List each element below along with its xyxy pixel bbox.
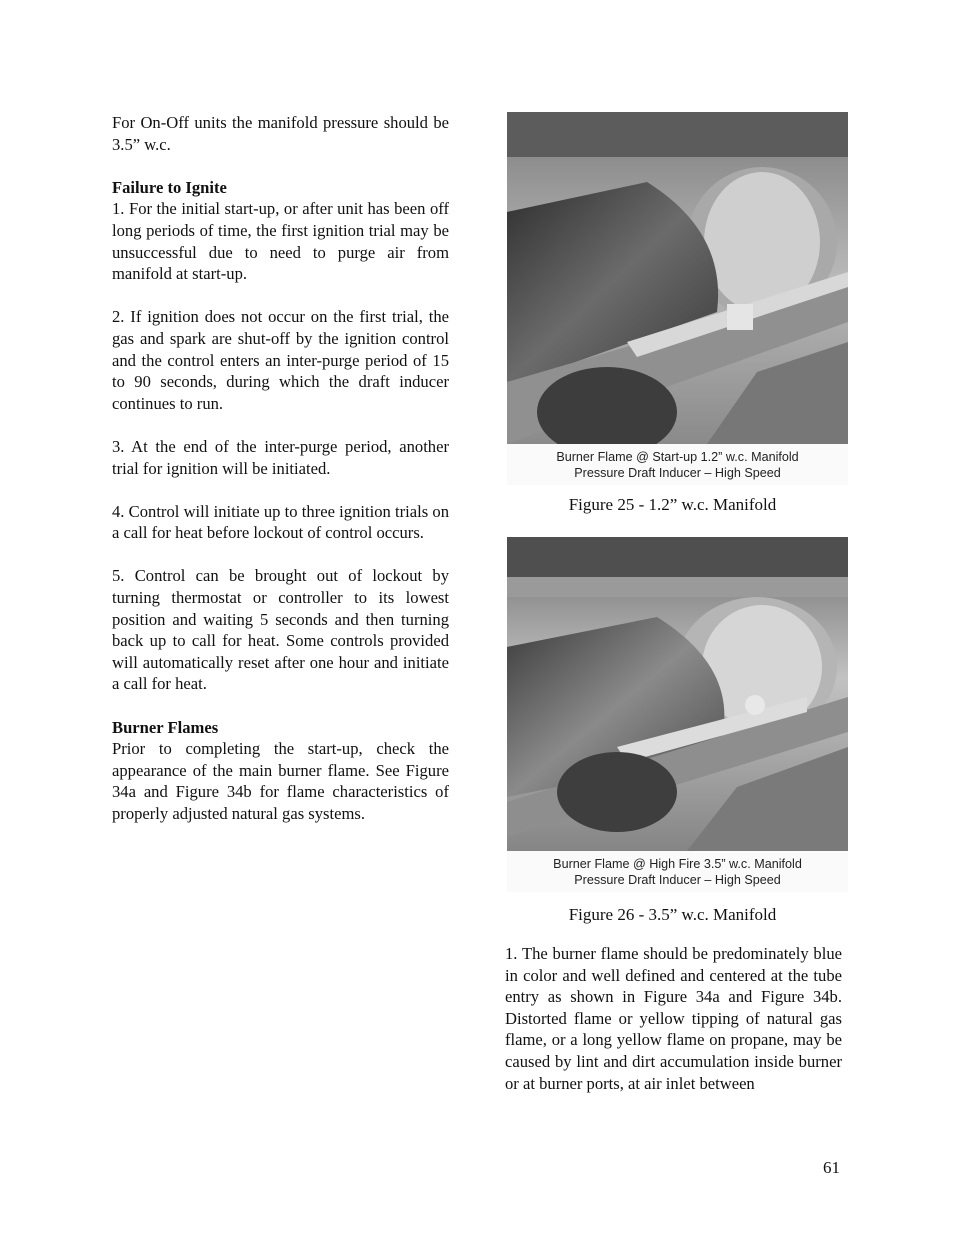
- burner-flame-paragraph: 1. The burner flame should be predominately blue in color and well defined and centered at the tube entry as shown in Figure 34a and Figure 34b. Distorted flame or yellow tipping of natural gas flame, or a long yellow flame on propane, may be caused by lint and dirt accumulation inside burner or at burner ports, at air inlet between: [505, 944, 842, 1093]
- figure-25-photo: [507, 112, 848, 485]
- figure-26-photo-caption: [507, 851, 848, 892]
- page-number: 61: [823, 1158, 840, 1177]
- left-column: [112, 112, 449, 825]
- figure-25: [507, 112, 848, 485]
- failure-heading: Failure to Ignite: [112, 177, 227, 197]
- figure-25-photo-caption-line2: Pressure Draft Inducer – High Speed: [574, 465, 781, 480]
- figure-26-photo-caption-line1: Burner Flame @ High Fire 3.5” w.c. Manifold: [553, 857, 802, 871]
- failure-item-1: 1. For the initial start-up, or after unit has been off long periods of time, the first ignition trial may be unsuccessful due to need to purge air from manifold at start-up.: [112, 199, 449, 284]
- burner-heading: Burner Flames: [112, 717, 219, 737]
- failure-item-4: 4. Control will initiate up to three ignition trials on a call for heat before lockout of control occurs.: [112, 501, 449, 543]
- figure-25-photo-caption-line1: Burner Flame @ Start-up 1.2” w.c. Manifold: [556, 450, 799, 464]
- right-column: [505, 943, 842, 1094]
- figure-25-caption: Figure 25 - 1.2” w.c. Manifold: [568, 495, 777, 514]
- figure-25-photo-caption: [507, 444, 848, 485]
- failure-item-2: 2. If ignition does not occur on the first trial, the gas and spark are shut-off by the ignition control and the control enters an inter-purge period of 15 to 90 seconds, during which the draft inducer continues to run.: [112, 307, 449, 413]
- intro-paragraph: For On-Off units the manifold pressure should be 3.5” w.c.: [112, 113, 449, 154]
- figure-26: [507, 537, 848, 892]
- figure-26-photo-caption-line2: Pressure Draft Inducer – High Speed: [574, 872, 781, 887]
- figure-26-photo: [507, 537, 848, 892]
- burner-paragraph: Prior to completing the start-up, check the appearance of the main burner flame. See Figure 34a and Figure 34b for flame characteristics of properly adjusted natural gas systems.: [112, 739, 449, 823]
- failure-item-3: 3. At the end of the inter-purge period, another trial for ignition will be initiated.: [112, 436, 449, 478]
- figure-26-caption: Figure 26 - 3.5” w.c. Manifold: [568, 905, 777, 924]
- failure-item-5: 5. Control can be brought out of lockout by turning thermostat or controller to its lowest position and waiting 5 seconds and then turning back up to call for heat. Some controls provided will automatically reset after one hour and initiate a call for heat.: [112, 566, 449, 694]
